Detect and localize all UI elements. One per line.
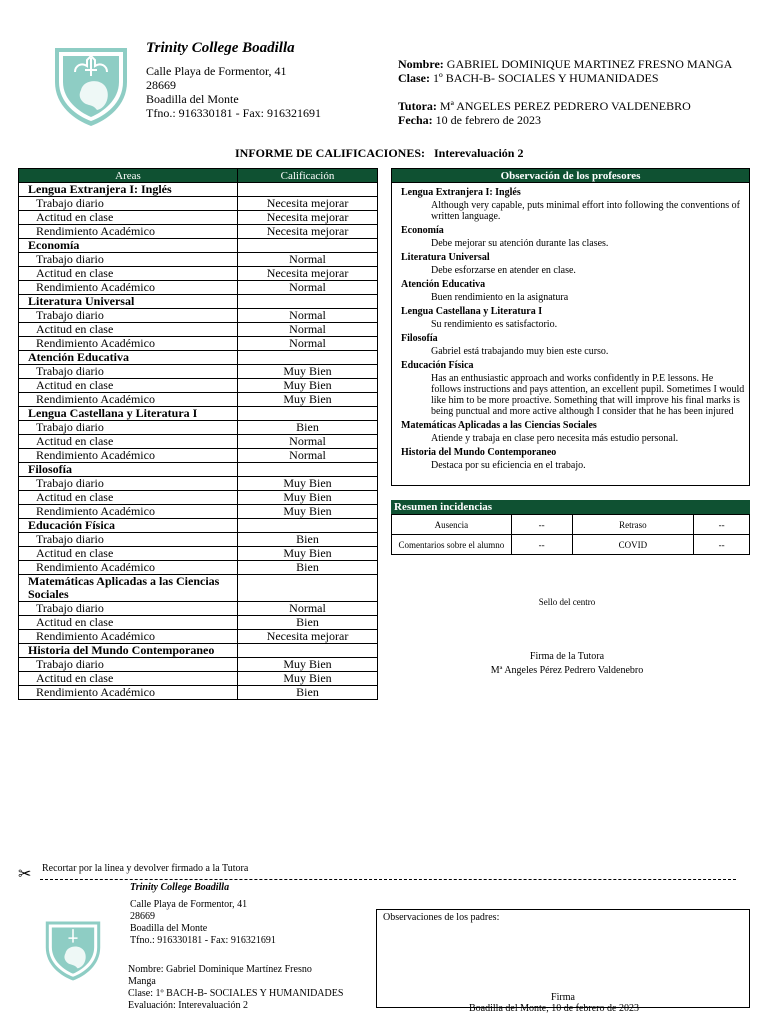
subject-row [19,239,378,253]
incidencia-value: -- [511,515,572,535]
criterion-row [19,435,378,449]
column-header-areas: Areas [19,169,238,183]
subject-name: Literatura Universal [19,295,238,309]
scissors-icon: ✂ [18,866,32,883]
criterion-grade: Necesita mejorar [238,197,378,211]
subject-row [19,519,378,533]
criterion-grade: Necesita mejorar [238,267,378,281]
criterion-grade: Muy Bien [238,505,378,519]
incidencia-label: Comentarios sobre el alumno [392,535,512,555]
parents-observations-label: Observaciones de los padres: [383,912,500,923]
criterion-name: Rendimiento Académico [19,505,238,519]
observation-subject: Atención Educativa [401,279,486,290]
footer-student-info: Nombre: Gabriel Dominique Martínez Fresno Manga Clase: 1º BACH-B- SOCIALES Y HUMANIDADES Evaluación: Interevaluación 2 [128,964,344,1011]
incidencias-header: Resumen incidencias [391,500,750,514]
criterion-name: Trabajo diario [19,602,238,616]
criterion-name: Trabajo diario [19,421,238,435]
criterion-grade: Muy Bien [238,477,378,491]
observation-text: Su rendimiento es satisfactorio. [431,319,558,330]
school-address-line: Calle Playa de Formentor, 41 [146,64,287,78]
criterion-name: Rendimiento Académico [19,337,238,351]
subject-grade-empty [238,295,378,309]
criterion-name: Rendimiento Académico [19,449,238,463]
observation-text: Although very capable, puts minimal effort into following the conventions of written language. [431,200,740,222]
subject-row [19,463,378,477]
grades-table [18,168,378,700]
school-address-line: 28669 [146,78,176,92]
footer-school-name: Trinity College Boadilla [130,882,230,893]
column-header-calificacion: Calificación [238,169,378,183]
school-name: Trinity College Boadilla [146,40,295,56]
incidencia-label: Retraso [572,515,694,535]
criterion-name: Actitud en clase [19,323,238,337]
student-info: Nombre: GABRIEL DOMINIQUE MARTINEZ FRESNO MANGA Clase: 1º BACH-B- SOCIALES Y HUMANIDADES Tutora: Mª ANGELES PEREZ PEDRERO VALDENEBRO Fecha: 10 de febrero de 2023 [398,57,733,127]
student-class: 1º BACH-B- SOCIALES Y HUMANIDADES [433,71,659,85]
criterion-row [19,379,378,393]
subject-name: Historia del Mundo Contemporaneo [19,644,238,658]
criterion-row [19,253,378,267]
criterion-name: Actitud en clase [19,547,238,561]
criterion-row [19,421,378,435]
criterion-name: Trabajo diario [19,197,238,211]
observation-subject: Matemáticas Aplicadas a las Ciencias Sociales [401,420,597,431]
observation-text: Destaca por su eficiencia en el trabajo. [431,460,586,471]
incidencia-row [392,535,750,555]
criterion-grade: Bien [238,533,378,547]
criterion-name: Trabajo diario [19,309,238,323]
school-logo-shield-icon [53,46,129,128]
criterion-grade: Normal [238,602,378,616]
observation-text: Gabriel está trabajando muy bien este curso. [431,346,609,357]
subject-grade-empty [238,351,378,365]
cut-line [40,879,736,880]
subject-grade-empty [238,644,378,658]
criterion-row [19,393,378,407]
criterion-row [19,533,378,547]
incidencia-row [392,515,750,535]
criterion-grade: Muy Bien [238,379,378,393]
observation-subject: Literatura Universal [401,252,490,263]
tutor-signature-label: Firma de la Tutora [529,651,605,662]
criterion-name: Rendimiento Académico [19,561,238,575]
criterion-grade: Bien [238,421,378,435]
criterion-grade: Muy Bien [238,658,378,672]
subject-grade-empty [238,575,378,602]
observation-subject: Filosofía [401,333,438,344]
criterion-row [19,616,378,630]
criterion-row [19,267,378,281]
teacher-observations-panel [391,168,750,486]
subject-name: Economía [19,239,238,253]
criterion-row [19,672,378,686]
criterion-row [19,309,378,323]
criterion-row [19,561,378,575]
evaluation-name: Interevaluación 2 [434,146,524,160]
criterion-grade: Normal [238,281,378,295]
criterion-row [19,686,378,700]
observation-subject: Educación Física [401,360,474,371]
school-address-line: Tfno.: 916330181 - Fax: 916321691 [146,106,321,120]
subject-grade-empty [238,407,378,421]
criterion-name: Trabajo diario [19,533,238,547]
subject-grade-empty [238,239,378,253]
school-seal-label: Sello del centro [538,597,596,607]
criterion-row [19,505,378,519]
school-address [146,64,321,120]
criterion-name: Actitud en clase [19,379,238,393]
criterion-name: Actitud en clase [19,616,238,630]
student-name: GABRIEL DOMINIQUE MARTINEZ FRESNO MANGA [446,57,733,71]
subject-name: Matemáticas Aplicadas a las Ciencias Sociales [19,575,238,602]
incidencias-table [391,514,750,555]
subject-name: Educación Física [19,519,238,533]
subject-row [19,407,378,421]
criterion-grade: Muy Bien [238,393,378,407]
footer-school-address-line: 28669 [130,911,155,922]
subject-row [19,575,378,602]
criterion-row [19,225,378,239]
criterion-name: Trabajo diario [19,477,238,491]
criterion-row [19,323,378,337]
observation-subject: Lengua Castellana y Literatura I [401,306,543,317]
criterion-grade: Normal [238,309,378,323]
criterion-name: Rendimiento Académico [19,225,238,239]
criterion-grade: Necesita mejorar [238,225,378,239]
school-address-line: Boadilla del Monte [146,92,239,106]
criterion-grade: Bien [238,616,378,630]
criterion-row [19,602,378,616]
parent-signature-label: Firma [551,992,575,1003]
criterion-name: Actitud en clase [19,435,238,449]
footer-school-address-line: Calle Playa de Formentor, 41 [130,899,248,910]
criterion-grade: Normal [238,337,378,351]
criterion-row [19,211,378,225]
observation-text: Buen rendimiento en la asignatura [431,292,569,303]
criterion-name: Rendimiento Académico [19,281,238,295]
criterion-name: Trabajo diario [19,365,238,379]
criterion-grade: Normal [238,323,378,337]
criterion-row [19,547,378,561]
footer-place-date: Boadilla del Monte, 10 de febrero de 2023 [469,1003,639,1014]
report-title: INFORME DE CALIFICACIONES: Interevaluación 2 [235,146,524,160]
criterion-row [19,337,378,351]
observation-subject: Lengua Extranjera I: Inglés [401,187,521,198]
tutor-name: Mª ANGELES PEREZ PEDRERO VALDENEBRO [439,99,691,113]
criterion-row [19,658,378,672]
subject-row [19,351,378,365]
criterion-name: Trabajo diario [19,658,238,672]
subject-grade-empty [238,463,378,477]
subject-name: Lengua Castellana y Literatura I [19,407,238,421]
observation-text: Atiende y trabaja en clase pero necesita más estudio personal. [431,433,679,444]
incidencia-value: -- [694,515,750,535]
observation-text: Has an enthusiastic approach and works confidently in P.E lessons. He follows instructions and pays attention, an excellent pupil. Sometimes I would like him to be more proactive. Something that will improve his final marks is being punctual and more active although I consider that he has been injured [431,373,745,417]
criterion-grade: Muy Bien [238,672,378,686]
criterion-grade: Muy Bien [238,547,378,561]
report-date: 10 de febrero de 2023 [435,113,541,127]
footer-school-address [130,899,276,947]
criterion-name: Rendimiento Académico [19,393,238,407]
school-logo-shield-icon-small [44,920,102,982]
subject-name: Filosofía [19,463,238,477]
criterion-row [19,449,378,463]
criterion-grade: Bien [238,561,378,575]
criterion-row [19,630,378,644]
observation-text: Debe esforzarse en atender en clase. [431,265,576,276]
observation-subject: Economía [401,225,444,236]
incidencia-label: COVID [572,535,694,555]
criterion-grade: Muy Bien [238,365,378,379]
observations-header: Observación de los profesores [392,169,749,183]
subject-row [19,183,378,197]
subject-grade-empty [238,183,378,197]
subject-name: Atención Educativa [19,351,238,365]
criterion-grade: Necesita mejorar [238,630,378,644]
incidencia-value: -- [694,535,750,555]
criterion-row [19,477,378,491]
tutor-signature-name: Mª Angeles Pérez Pedrero Valdenebro [490,665,644,676]
criterion-grade: Normal [238,449,378,463]
observation-subject: Historia del Mundo Contemporaneo [401,447,557,458]
criterion-row [19,281,378,295]
incidencia-label: Ausencia [392,515,512,535]
subject-grade-empty [238,519,378,533]
criterion-row [19,365,378,379]
criterion-name: Actitud en clase [19,267,238,281]
criterion-name: Actitud en clase [19,491,238,505]
criterion-row [19,491,378,505]
subject-row [19,644,378,658]
cut-instruction: Recortar por la linea y devolver firmado a la Tutora [42,863,249,874]
incidencia-value: -- [511,535,572,555]
criterion-row [19,197,378,211]
criterion-grade: Normal [238,253,378,267]
subject-name: Lengua Extranjera I: Inglés [19,183,238,197]
criterion-grade: Muy Bien [238,491,378,505]
criterion-grade: Normal [238,435,378,449]
criterion-name: Rendimiento Académico [19,630,238,644]
observation-text: Debe mejorar su atención durante las clases. [431,238,609,249]
criterion-grade: Necesita mejorar [238,211,378,225]
criterion-grade: Bien [238,686,378,700]
footer-school-address-line: Tfno.: 916330181 - Fax: 916321691 [130,935,276,946]
criterion-name: Rendimiento Académico [19,686,238,700]
criterion-name: Actitud en clase [19,211,238,225]
footer-school-address-line: Boadilla del Monte [130,923,208,934]
criterion-name: Trabajo diario [19,253,238,267]
criterion-name: Actitud en clase [19,672,238,686]
subject-row [19,295,378,309]
